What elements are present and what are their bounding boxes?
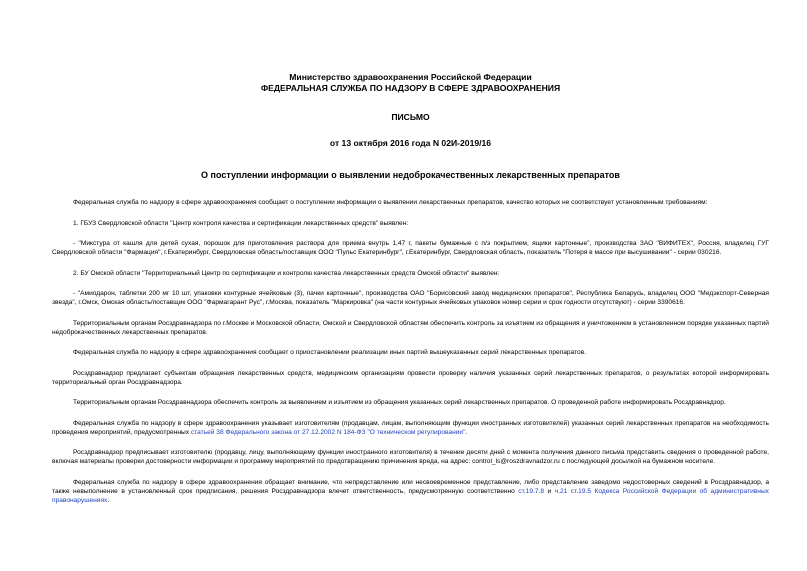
- paragraph-manufacturer-measures: [52, 419, 769, 437]
- paragraph-text: Федеральная служба по надзору в сфере здравоохранения указывает изготовителям (продавцам, лицам, выполняющим функции иностранных изготовителей) указанных серий лекарственных препаратов на необходимость проведения мероприятий, предусмотренных: [52, 419, 769, 436]
- service-name: ФЕДЕРАЛЬНАЯ СЛУЖБА ПО НАДЗОРУ В СФЕРЕ ЗДРАВООХРАНЕНИЯ: [260, 83, 561, 93]
- paragraph-item-1: 1. ГБУЗ Свердловской области "Центр контроля качества и сертификации лекарственных средств" выявлен:: [73, 219, 409, 227]
- paragraph-text: .: [107, 496, 110, 504]
- ministry-name: Министерство здравоохранения Российской Федерации: [289, 72, 532, 82]
- article-19-7-8-link[interactable]: ст.19.7.8: [518, 487, 545, 495]
- paragraph-text: Федеральная служба по надзору в сфере здравоохранения обращает внимание, что непредставление или несвоевременное представление, либо представление заведомо недостоверных сведений в Росздравнадзор, а также невыполнение в установленный срок предписания, решения Росздравнадзора влечет ответственность, предусмотренную соответственно: [52, 478, 769, 495]
- law-184fz-link[interactable]: статьей 38 Федерального закона от 27.12.2002 N 184-ФЗ "О техническом регулировании": [190, 428, 466, 436]
- koap-code-link[interactable]: Кодекса Российской Федерации об административных правонарушениях: [52, 487, 769, 504]
- letter-body: [52, 198, 769, 505]
- document-date-number: от 13 октября 2016 года N 02И-2019/16: [329, 138, 492, 148]
- letter-header: [52, 72, 769, 181]
- paragraph-intro: Федеральная служба по надзору в сфере здравоохранения сообщает о поступлении информации о выявлении лекарственных препаратов, качество которых не соответствует установленным требованиям:: [73, 199, 708, 206]
- paragraph-item-2-detail: - "Амиодарон, таблетки 200 мг 10 шт, упаковки контурные ячейковые (3), пачки картонные", производства ОАО "Борисовский завод медицинских препаратов", Республика Беларусь, владелец ООО "Медэкспорт-Северная звезда", г.Омск, Омская область/поставщик ООО "Фармагарант Рус", г.Москва, показатель "Маркировка" (на части контурных ячейковых упаковок номер серии и срок годности отсутствуют) - серии 3390616.: [52, 290, 769, 306]
- paragraph-suspension: Федеральная служба по надзору в сфере здравоохранения сообщает о приостановлении реализации иных партий вышеуказанных серий лекарственных препаратов.: [73, 349, 587, 356]
- paragraph-territorial-control: Территориальным органам Росздравнадзора по г.Москве и Московской области, Омской и Свердловской областям обеспечить контроль за изъятием из обращения и уничтожением в установленном порядке указанных партий недоброкачественных лекарственных препаратов.: [52, 319, 769, 336]
- paragraph-liability: [52, 478, 769, 505]
- paragraph-territorial-withdrawal: Территориальным органам Росздравнадзора обеспечить контроль за выявлением и изъятием из обращения указанных серий лекарственных препаратов. О проведенной работе информировать Росздравнадзор.: [73, 399, 726, 406]
- document-subject: О поступлении информации о выявлении недоброкачественных лекарственных препаратов: [201, 170, 620, 180]
- paragraph-text: .: [465, 428, 468, 436]
- paragraph-item-1-detail: - "Микстура от кашля для детей сухая, порошок для приготовления раствора для приема внутрь 1,47 г, пакеты бумажные с п/э покрытием, ящики картонные", производства ЗАО "ВИФИТЕХ", Россия, владелец ГУГ Свердловской области "Фармация", г.Екатеринбург, Свердловская область/поставщик ООО "Пульс Екатеринбург", г.Екатеринбург, Свердловская область, показатель "Потеря в массе при высушивании" - серии 030216.: [52, 240, 769, 256]
- paragraph-item-2: 2. БУ Омской области "Территориальный Центр по сертификации и контролю качества лекарственных средств Омской области" выявлен:: [73, 269, 500, 277]
- document-type: ПИСЬМО: [391, 112, 430, 122]
- article-19-5-link[interactable]: ч.21 ст.19.5: [554, 487, 592, 495]
- paragraph-inspection-offer: Росздравнадзор предлагает субъектам обращения лекарственных средств, медицинским организациям провести проверку наличия указанных серий лекарственных препаратов, о результатах которой информировать территориальный орган Росздравнадзора.: [52, 369, 769, 386]
- paragraph-prescription: Росздравнадзор предписывает изготовителю (продавцу, лицу, выполняющему функции иностранного изготовителя) в течение десяти дней с момента получения данного письма представить сведения о проведенной работе, включая материалы проверки достоверности информации и программу мероприятий по предотвращению причинения вреда, на адрес: control_ls@roszdravnadzor.ru с последующей досылкой на бумажном носителе.: [52, 449, 769, 465]
- paragraph-text: и: [544, 487, 555, 495]
